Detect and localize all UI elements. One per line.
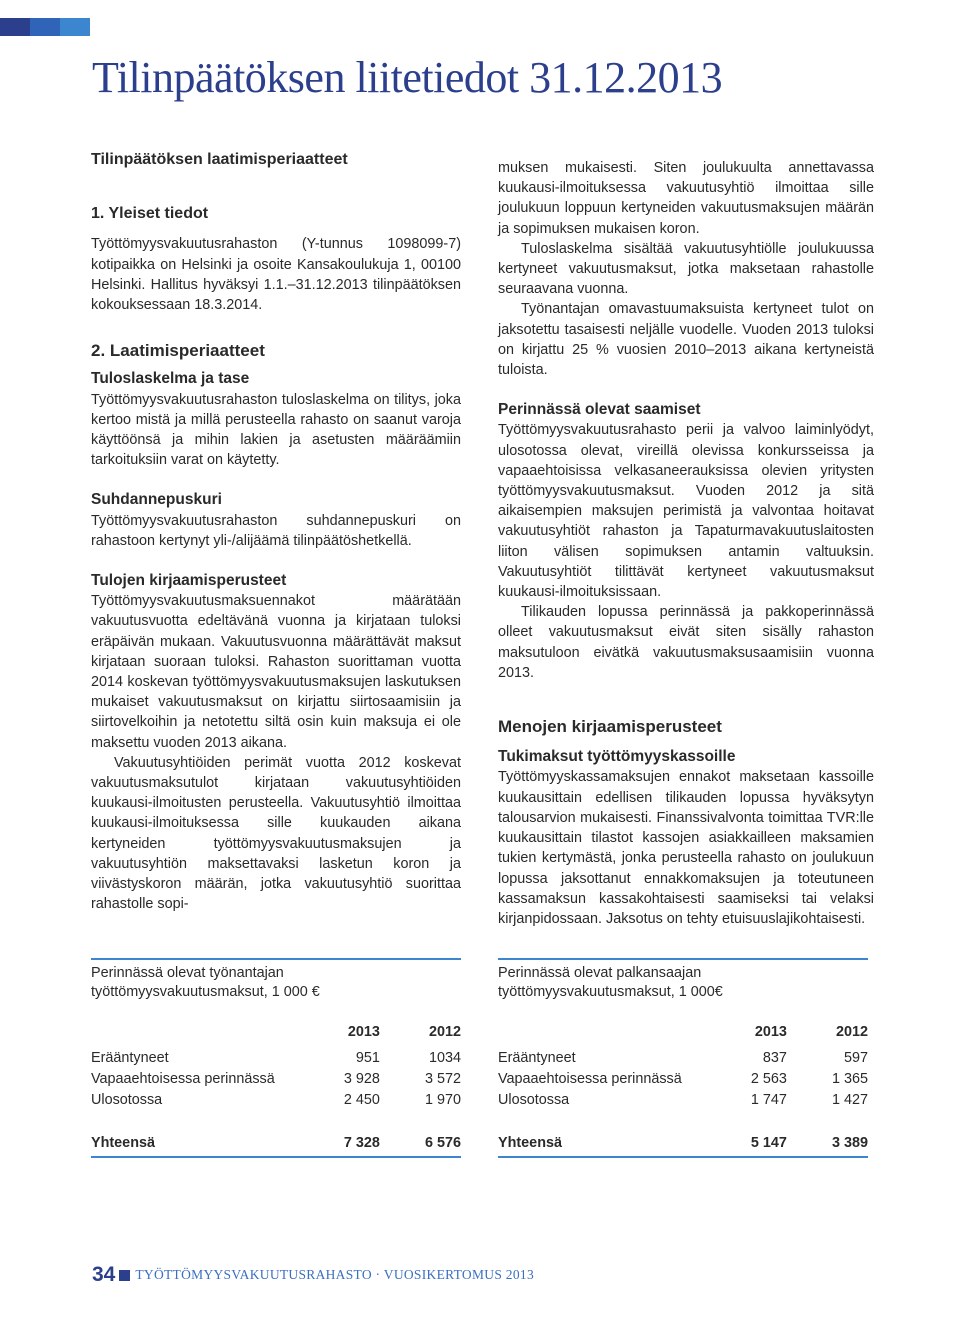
main-heading: Tilinpäätöksen laatimisperiaatteet (91, 151, 348, 168)
table-row: Ulosotossa 2 450 1 970 (91, 1092, 461, 1108)
section-heading-expenses: Menojen kirjaamisperusteet (498, 717, 722, 737)
footer-square-icon (119, 1270, 130, 1281)
table-header-row (91, 1016, 461, 1048)
section-heading-principles: 2. Laatimisperiaatteet (91, 341, 265, 361)
revenue-paragraph-1: Työttömyysvakuutusmaksuennakot määrätään vakuutusvuotta edeltävänä vuonna ja kirjataan tuloksi eräpäivän mukaan. Vakuutusvuonna määrättävät maksut kirjataan suoraan tuloksi. Rahaston suorittaman vuotta 2014 koskevan työttömyysvakuutusmaksujen laskutuksen mukaiset vakuutusmaksut on kirjattu siirtosaamisiin ja siirtovelkoihin ja netotettu siltä osin kuin maksuja ei ole maksettu vuoden 2013 aikana. (91, 593, 461, 751)
data-table (91, 1016, 461, 1158)
subheading-revenue-recognition: Tulojen kirjaamisperusteet (91, 572, 287, 590)
table-row: Vapaaehtoisessa perinnässä 3 928 3 572 (91, 1071, 461, 1087)
table-header-row (498, 1016, 868, 1048)
continued-paragraph-2: Tuloslaskelma sisältää vakuutusyhtiölle joulukuussa kertyneet vakuutusmaksut, jotka maksetaan rahastolle seuraavana vuonna. (498, 240, 874, 298)
table-row: Ulosotossa 1 747 1 427 (498, 1092, 868, 1108)
data-table (498, 1016, 868, 1158)
income-statement-paragraph: Työttömyysvakuutusrahaston tuloslaskelma on tilitys, joka kertoo mistä ja millä perusteella rahasto on saanut varoja käyttöönsä ja mihin lakien ja asetusten määräämiin tarkoituksiin varat on käytetty. (91, 391, 461, 469)
general-info-paragraph: Työttömyysvakuutusrahaston (Y-tunnus 1098099-7) kotipaikka on Helsinki ja osoite Kansakoulukuja 1, 00100 Helsinki. Hallitus hyväksyi 1.1.–31.12.2013 tilinpäätöksen kokouksessaan 18.3.2014. (91, 236, 461, 314)
section-heading-general: 1. Yleiset tiedot (91, 205, 209, 223)
page-footer (92, 1263, 534, 1287)
column-header-2012: 2012 (428, 1023, 461, 1040)
table-caption: Perinnässä olevat palkansaajan työttömyysvakuutusmaksut, 1 000€ (498, 958, 868, 1002)
continued-paragraph-3: Työnantajan omavastuumaksuista kertyneet tulot on jaksotettu tasaisesti neljälle vuodelle. Vuoden 2013 tuloksi on kirjattu 25 % vuosien 2010–2013 aikana kertyneistä tuloista. (498, 301, 874, 379)
column-header-2013: 2013 (754, 1023, 787, 1040)
table-caption: Perinnässä olevat työnantajan työttömyysvakuutusmaksut, 1 000 € (91, 958, 461, 1002)
column-header-2013: 2013 (347, 1023, 380, 1040)
subheading-buffer: Suhdannepuskuri (91, 491, 222, 509)
employee-contributions-table (498, 958, 868, 1158)
receivables-paragraph-1: Työttömyysvakuutusrahasto perii ja valvoo laiminlyödyt, ulosotossa olevat, vireillä olevissa konkursseissa ja vapaaehtoisissa velkasaneerauksissa olevien yritysten työttömyysvakuutusmaksut. Vuoden 2012 ja sitä aikaisempien maksujen perimistä ja valvontaa hoitavat vakuutusyhtiöt rahaston ja Tapaturmavakuutuslaitosten liiton välisen sopimuksen antamin valtuuksin. Vakuutusyhtiöt tilittävät kertyneet vakuutusmaksut kuukausi-ilmoituksissaan. (498, 422, 874, 601)
table-row: Erääntyneet 837 597 (498, 1050, 868, 1066)
buffer-paragraph: Työttömyysvakuutusrahaston suhdannepuskuri on rahastoon kertynyt yli-/alijäämä tilinpäätöshetkellä. (91, 512, 461, 549)
subheading-income-statement: Tuloslaskelma ja tase (91, 370, 250, 388)
fund-payments-paragraph: Työttömyyskassamaksujen ennakot maksetaan kassoille kuukausittain edellisen tilikauden lopussa hyväksytyn talousarvion mukaisesti. Finanssivalvonta toimittaa TVR:lle kuukausittain tilastot kassojen asiakkailleen maksamien tukien kertymästä, jonka perusteella rahasto on joulukuun lopussa jaksottanut ennakkomaksujen ja toteutuneen kassamaksun kassakohtaisesti saamiseksi tai velaksi kirjanpidossaan. Jaksotus on tehty etuisuuslajikohtaisesti. (498, 769, 874, 927)
page-number: 34 (92, 1263, 116, 1286)
publication-name: TYÖTTÖMYYSVAKUUTUSRAHASTO · VUOSIKERTOMUS 2013 (135, 1267, 535, 1282)
employer-contributions-table (91, 958, 461, 1158)
table-row: Vapaaehtoisessa perinnässä 2 563 1 365 (498, 1071, 868, 1087)
page-title: Tilinpäätöksen liitetiedot 31.12.2013 (92, 53, 723, 102)
column-header-2012: 2012 (835, 1023, 868, 1040)
top-color-bar (0, 18, 90, 36)
table-total-row: Yhteensä 5 147 3 389 (498, 1133, 868, 1157)
color-block-light (60, 18, 90, 36)
right-column (498, 158, 874, 929)
continued-paragraph-1: muksen mukaisesti. Siten joulukuulta annettavassa kuukausi-ilmoituksessa vakuutusyhtiö ilmoittaa sille joulukuun loppuun kertyneiden vakuutusmaksujen määrän ja sopimuksen mukaisen koron. (498, 160, 874, 237)
table-total-row: Yhteensä 7 328 6 576 (91, 1133, 461, 1157)
color-block-mid (30, 18, 60, 36)
left-column (91, 150, 461, 915)
receivables-paragraph-2: Tilikauden lopussa perinnässä ja pakkoperinnässä olleet vakuutusmaksut eivät siten sisälly rahaston maksutuloon eivätkä vakuutusmaksusaamisiin vuonna 2013. (498, 604, 874, 681)
subheading-fund-payments: Tukimaksut työttömyyskassoille (498, 748, 736, 766)
revenue-paragraph-2: Vakuutusyhtiöiden perimät vuotta 2012 koskevat vakuutusmaksutulot kirjataan vakuutusyhtiöiden kuukausi-ilmoitusten perusteella. Vakuutusyhtiö ilmoittaa kuukausi-ilmoituksessa sille kuukauden aikana kertyneiden työttömyysvakuutusmaksujen ja vakuutusyhtiön maksettavaksi lasketun koron ja viivästyskoron määrän, jotka vakuutusyhtiö suorittaa rahastolle sopi- (91, 754, 461, 913)
subheading-receivables: Perinnässä olevat saamiset (498, 401, 701, 419)
table-row: Erääntyneet 951 1034 (91, 1050, 461, 1066)
color-block-dark (0, 18, 30, 36)
